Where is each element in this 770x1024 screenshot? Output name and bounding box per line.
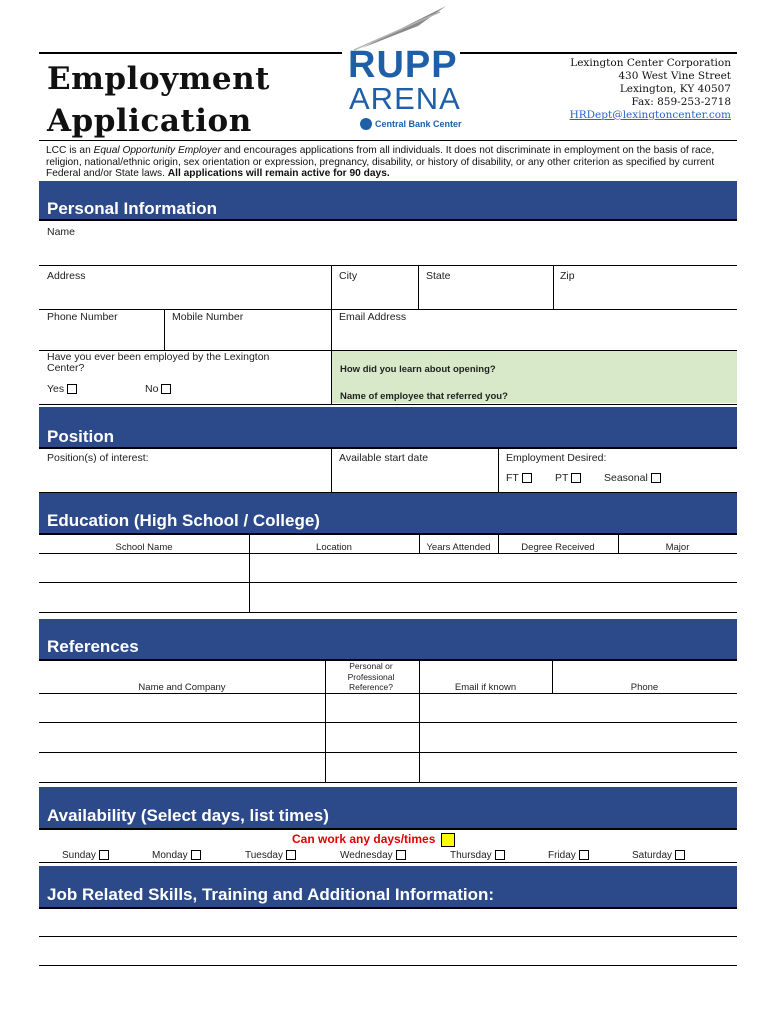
seasonal-checkbox[interactable]	[651, 473, 661, 483]
notice-text-2: and encourages applications from all individuals. It does not discriminate in employment on the basis of race, religion, national/ethnic origin, sex orientation or expression, pregnancy, disability, or history of disability, or any other criterion as specified by current Federal and/or State laws.	[46, 145, 715, 179]
section-skills: Job Related Skills, Training and Additional Information:	[39, 866, 737, 907]
day-thursday	[450, 850, 505, 861]
section-references: References	[39, 619, 737, 659]
availability-band-rule	[39, 828, 737, 830]
city-field[interactable]	[332, 283, 418, 307]
day-wednesday	[340, 850, 406, 861]
day-tuesday	[245, 850, 296, 861]
vrule-employed-referral	[331, 350, 332, 404]
edu-row-1[interactable]	[39, 554, 737, 582]
day-sunday	[62, 850, 109, 861]
employed-yes-checkbox[interactable]	[67, 384, 77, 394]
edu-col-school: School Name	[115, 542, 173, 553]
employed-question: Have you ever been employed by the Lexington Center?	[47, 351, 270, 374]
vrule-phone-mobile	[164, 309, 165, 350]
friday-checkbox[interactable]	[579, 850, 589, 860]
employed-no-checkbox[interactable]	[161, 384, 171, 394]
contact-org: Lexington Center Corporation	[570, 57, 731, 69]
mobile-field[interactable]	[165, 325, 331, 349]
monday-checkbox[interactable]	[191, 850, 201, 860]
address-field[interactable]	[39, 283, 331, 307]
email-label: Email Address	[339, 311, 407, 323]
position-band-rule	[39, 447, 737, 449]
contact-city: Lexington, KY 40507	[619, 83, 731, 95]
ref-vrule-3	[552, 661, 553, 694]
vrule-mobile-email	[331, 309, 332, 350]
position-interest-field[interactable]	[39, 466, 331, 491]
wednesday-checkbox[interactable]	[396, 850, 406, 860]
central-bank-c-icon	[360, 118, 372, 130]
education-band-rule	[39, 533, 737, 535]
ref-vrule-1	[325, 661, 326, 783]
state-label: State	[426, 270, 451, 282]
no-text: No	[145, 383, 159, 395]
edu-vrule-1	[249, 535, 250, 613]
ft-text: FT	[506, 472, 519, 484]
tuesday-checkbox[interactable]	[286, 850, 296, 860]
phone-label: Phone Number	[47, 311, 118, 323]
page-title-line2: Application	[47, 103, 252, 139]
notice-active: All applications will remain active for 90 days.	[167, 168, 390, 179]
any-days-checkbox[interactable]	[441, 833, 455, 847]
seasonal-text: Seasonal	[604, 472, 648, 484]
zip-field[interactable]	[554, 283, 737, 307]
edu-col-location: Location	[316, 542, 352, 553]
pt-checkbox[interactable]	[571, 473, 581, 483]
skills-rule-2	[39, 965, 737, 966]
day-saturday	[632, 850, 685, 861]
seasonal-option	[604, 472, 661, 484]
header-top-rule-right	[460, 52, 737, 54]
logo-word-arena: ARENA	[349, 81, 461, 116]
rule-name	[39, 265, 737, 266]
referral-field[interactable]	[520, 386, 736, 402]
monday-text: Monday	[152, 850, 188, 861]
city-label: City	[339, 270, 358, 282]
start-date-label: Available start date	[339, 452, 429, 464]
section-education: Education (High School / College)	[39, 493, 737, 533]
section-availability: Availability (Select days, list times)	[39, 787, 737, 828]
tuesday-text: Tuesday	[245, 850, 283, 861]
wednesday-text: Wednesday	[340, 850, 393, 861]
edu-row-2-rule	[39, 612, 737, 613]
ref-row-3-rule	[39, 782, 737, 783]
edu-vrule-4	[618, 535, 619, 553]
employed-no-label	[145, 383, 171, 395]
ref-col-email: Email if known	[454, 682, 517, 693]
start-date-field[interactable]	[332, 466, 498, 491]
sunday-text: Sunday	[62, 850, 96, 861]
saturday-checkbox[interactable]	[675, 850, 685, 860]
rupp-arena-logo	[342, 4, 460, 136]
state-field[interactable]	[419, 283, 553, 307]
ft-option	[506, 472, 532, 484]
pt-text: PT	[555, 472, 569, 484]
skills-line-1[interactable]	[39, 909, 737, 936]
contact-street: 430 West Vine Street	[618, 70, 731, 82]
ref-vrule-2	[419, 661, 420, 783]
edu-col-years: Years Attended	[426, 542, 491, 553]
rule-employed	[39, 404, 737, 405]
ref-col-type: Personal or Professional Reference?	[347, 661, 395, 692]
header-top-rule-left	[39, 52, 342, 54]
eeo-notice	[46, 145, 736, 180]
edu-col-degree: Degree Received	[521, 542, 595, 553]
ft-checkbox[interactable]	[522, 473, 532, 483]
any-days-option	[292, 832, 455, 847]
thursday-checkbox[interactable]	[495, 850, 505, 860]
logo-sponsor: Central Bank Center	[375, 119, 462, 129]
personal-band-rule	[39, 219, 737, 221]
learn-question: How did you learn about opening?	[340, 364, 496, 375]
friday-text: Friday	[548, 850, 576, 861]
vrule-interest-start	[331, 449, 332, 492]
name-field[interactable]	[39, 238, 737, 264]
notice-text-1: LCC is an	[46, 145, 94, 156]
vrule-start-desired	[498, 449, 499, 492]
sunday-checkbox[interactable]	[99, 850, 109, 860]
logo-word-rupp: RUPP	[348, 44, 458, 86]
day-friday	[548, 850, 589, 861]
ref-col-name: Name and Company	[138, 682, 226, 693]
section-personal-information: Personal Information	[39, 181, 737, 219]
zip-label: Zip	[560, 270, 575, 282]
referral-question: Name of employee that referred you?	[340, 391, 508, 402]
employment-desired-label: Employment Desired:	[506, 452, 607, 464]
contact-fax: Fax: 859-253-2718	[631, 96, 731, 108]
name-label: Name	[47, 226, 76, 238]
any-days-text: Can work any days/times	[292, 832, 436, 846]
vrule-address-city	[331, 265, 332, 309]
header-bottom-rule	[39, 140, 737, 141]
contact-email-link[interactable]: HRDept@lexingtoncenter.com	[569, 109, 731, 121]
mobile-label: Mobile Number	[172, 311, 244, 323]
ref-row-2[interactable]	[39, 723, 737, 752]
contact-block	[570, 57, 731, 122]
edu-vrule-3	[498, 535, 499, 553]
address-label: Address	[47, 270, 86, 282]
ref-row-1[interactable]	[39, 694, 737, 722]
saturday-text: Saturday	[632, 850, 673, 861]
section-position: Position	[39, 407, 737, 447]
skills-line-2[interactable]	[39, 937, 737, 965]
email-field[interactable]	[332, 325, 737, 349]
vrule-city-state	[418, 265, 419, 309]
phone-field[interactable]	[39, 325, 164, 349]
day-monday	[152, 850, 201, 861]
notice-eoe: Equal Opportunity Employer	[93, 145, 221, 156]
availability-bottom-rule	[39, 862, 737, 863]
rule-address	[39, 309, 737, 310]
yes-text: Yes	[47, 383, 65, 395]
vrule-state-zip	[553, 265, 554, 309]
position-interest-label: Position(s) of interest:	[47, 452, 149, 464]
pt-option	[555, 472, 581, 484]
ref-col-phone: Phone	[630, 682, 659, 693]
employed-yes-label	[47, 383, 77, 395]
thursday-text: Thursday	[450, 850, 492, 861]
learn-field[interactable]	[506, 360, 736, 378]
edu-vrule-2	[419, 535, 420, 553]
page-title-line1: Employment	[47, 61, 270, 97]
edu-col-major: Major	[665, 542, 690, 553]
ref-row-3[interactable]	[39, 753, 737, 782]
edu-row-2[interactable]	[39, 583, 737, 611]
